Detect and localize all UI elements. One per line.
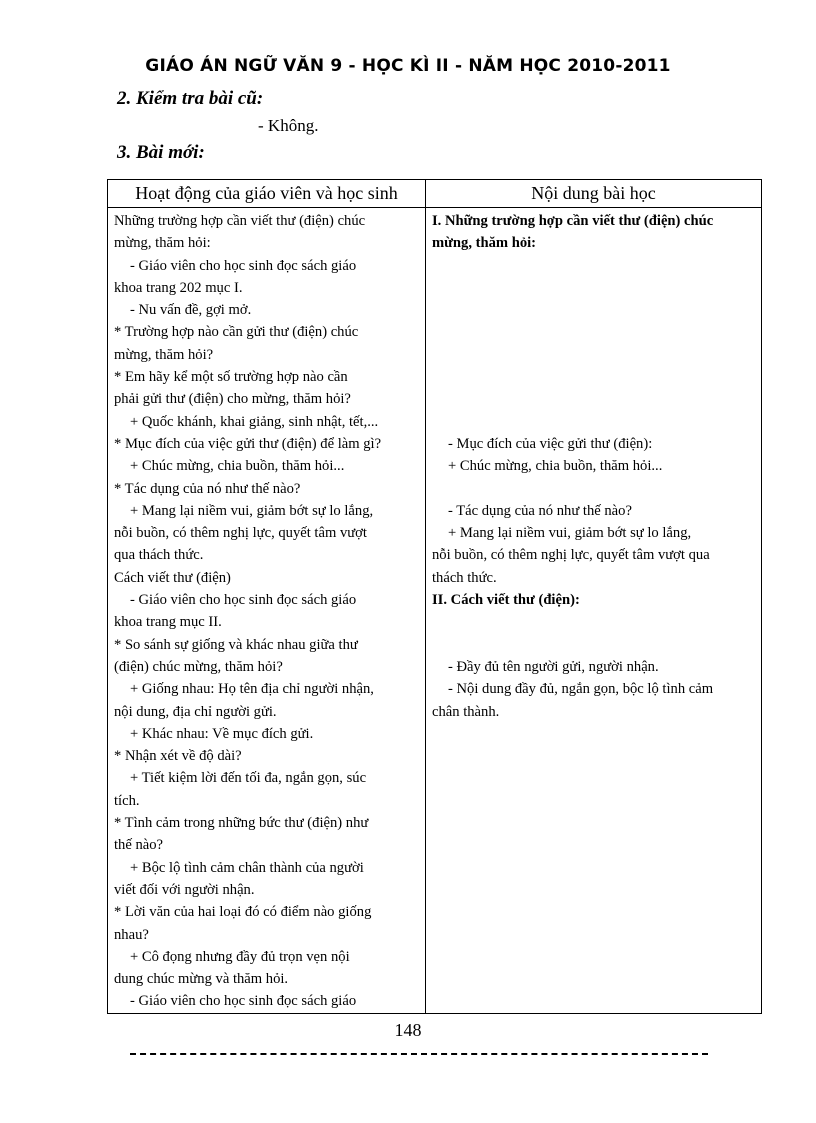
activity-line: + Tiết kiệm lời đến tối đa, ngắn gọn, súc <box>130 770 367 787</box>
content-line: - Đầy đủ tên người gửi, người nhận. <box>448 658 659 675</box>
activity-line: + Quốc khánh, khai giảng, sinh nhật, tết,... <box>130 413 379 430</box>
section-2-content: - Không. <box>258 116 319 135</box>
content-line: chân thành. <box>432 703 500 720</box>
activity-line: dung chúc mừng và thăm hỏi. <box>114 971 289 988</box>
section-2-heading: 2. Kiểm tra bài cũ: <box>117 88 264 109</box>
table-row <box>108 208 762 1014</box>
activity-line: + Chúc mừng, chia buồn, thăm hỏi... <box>130 458 345 475</box>
activity-line: + Mang lại niềm vui, giảm bớt sự lo lắng, <box>130 502 374 519</box>
activity-line: Những trường hợp cần viết thư (điện) chúc <box>114 213 366 229</box>
activity-line: (điện) chúc mừng, thăm hỏi? <box>114 658 283 675</box>
activity-line: qua thách thức. <box>114 547 204 564</box>
content-line: I. Những trường hợp cần viết thư (điện) chúc <box>432 213 714 229</box>
activity-line: phải gửi thư (điện) cho mừng, thăm hỏi? <box>114 391 351 408</box>
content-line: + Chúc mừng, chia buồn, thăm hỏi... <box>448 458 663 475</box>
section-3-heading: 3. Bài mới: <box>117 142 205 163</box>
page-header-title: GIÁO ÁN NGỮ VĂN 9 - HỌC KÌ II - NĂM HỌC 2010-2011 <box>145 56 671 76</box>
activity-line: Cách viết thư (điện) <box>114 569 231 586</box>
activity-line: * So sánh sự giống và khác nhau giữa thư <box>114 636 358 653</box>
footer-dashed-divider <box>130 1053 708 1055</box>
content-line: - Nội dung đầy đủ, ngắn gọn, bộc lộ tình cảm <box>448 681 714 698</box>
col2-header: Nội dung bài học <box>426 180 762 208</box>
col1-header: Hoạt động của giáo viên và học sinh <box>108 180 426 208</box>
content-line: nỗi buồn, có thêm nghị lực, quyết tâm vượt qua <box>432 547 710 564</box>
activity-line: - Giáo viên cho học sinh đọc sách giáo <box>130 257 357 274</box>
activity-line: - Nu vấn đề, gợi mở. <box>130 302 252 319</box>
activity-line: * Tác dụng của nó như thế nào? <box>114 480 301 497</box>
activity-line: tích. <box>114 792 140 809</box>
content-line: + Mang lại niềm vui, giảm bớt sự lo lắng, <box>448 525 692 542</box>
activity-line: nhau? <box>114 926 149 943</box>
activity-line: * Tình cảm trong những bức thư (điện) như <box>114 815 369 832</box>
activity-line: nỗi buồn, có thêm nghị lực, quyết tâm vượt <box>114 525 367 542</box>
activity-line: nội dung, địa chỉ người gửi. <box>114 703 277 720</box>
activity-line: khoa trang 202 mục I. <box>114 279 243 296</box>
lesson-table <box>107 179 762 1014</box>
activity-line: + Cô đọng nhưng đầy đủ trọn vẹn nội <box>130 948 350 965</box>
lesson-content-cell <box>426 208 762 1014</box>
teacher-student-activities-cell <box>108 208 426 1014</box>
activity-line: + Bộc lộ tình cảm chân thành của người <box>130 859 364 876</box>
table-header-row <box>108 180 762 208</box>
activity-line: + Khác nhau: Về mục đích gửi. <box>130 725 314 742</box>
activity-line: * Em hãy kể một số trường hợp nào cần <box>114 369 348 386</box>
activity-line: * Mục đích của việc gửi thư (điện) để làm gì? <box>114 435 382 452</box>
activity-line: thế nào? <box>114 837 164 854</box>
content-line: - Mục đích của việc gửi thư (điện): <box>448 435 653 452</box>
content-line: mừng, thăm hỏi: <box>432 235 537 252</box>
activity-line: mừng, thăm hỏi? <box>114 346 214 363</box>
activity-line: * Trường hợp nào cần gửi thư (điện) chúc <box>114 324 359 341</box>
content-line: - Tác dụng của nó như thế nào? <box>448 502 632 519</box>
activity-line: * Lời văn của hai loại đó có điểm nào giống <box>114 904 372 921</box>
activity-line: - Giáo viên cho học sinh đọc sách giáo <box>130 993 357 1010</box>
activity-line: khoa trang mục II. <box>114 614 222 631</box>
content-line: II. Cách viết thư (điện): <box>432 592 580 609</box>
page-number: 148 <box>394 1020 422 1040</box>
activity-line: + Giống nhau: Họ tên địa chỉ người nhận, <box>130 681 374 698</box>
activity-line: * Nhận xét về độ dài? <box>114 748 242 765</box>
activity-line: - Giáo viên cho học sinh đọc sách giáo <box>130 592 357 609</box>
activity-line: viết đối với người nhận. <box>114 881 255 898</box>
activity-line: mừng, thăm hỏi: <box>114 235 211 252</box>
content-line: thách thức. <box>432 569 497 586</box>
